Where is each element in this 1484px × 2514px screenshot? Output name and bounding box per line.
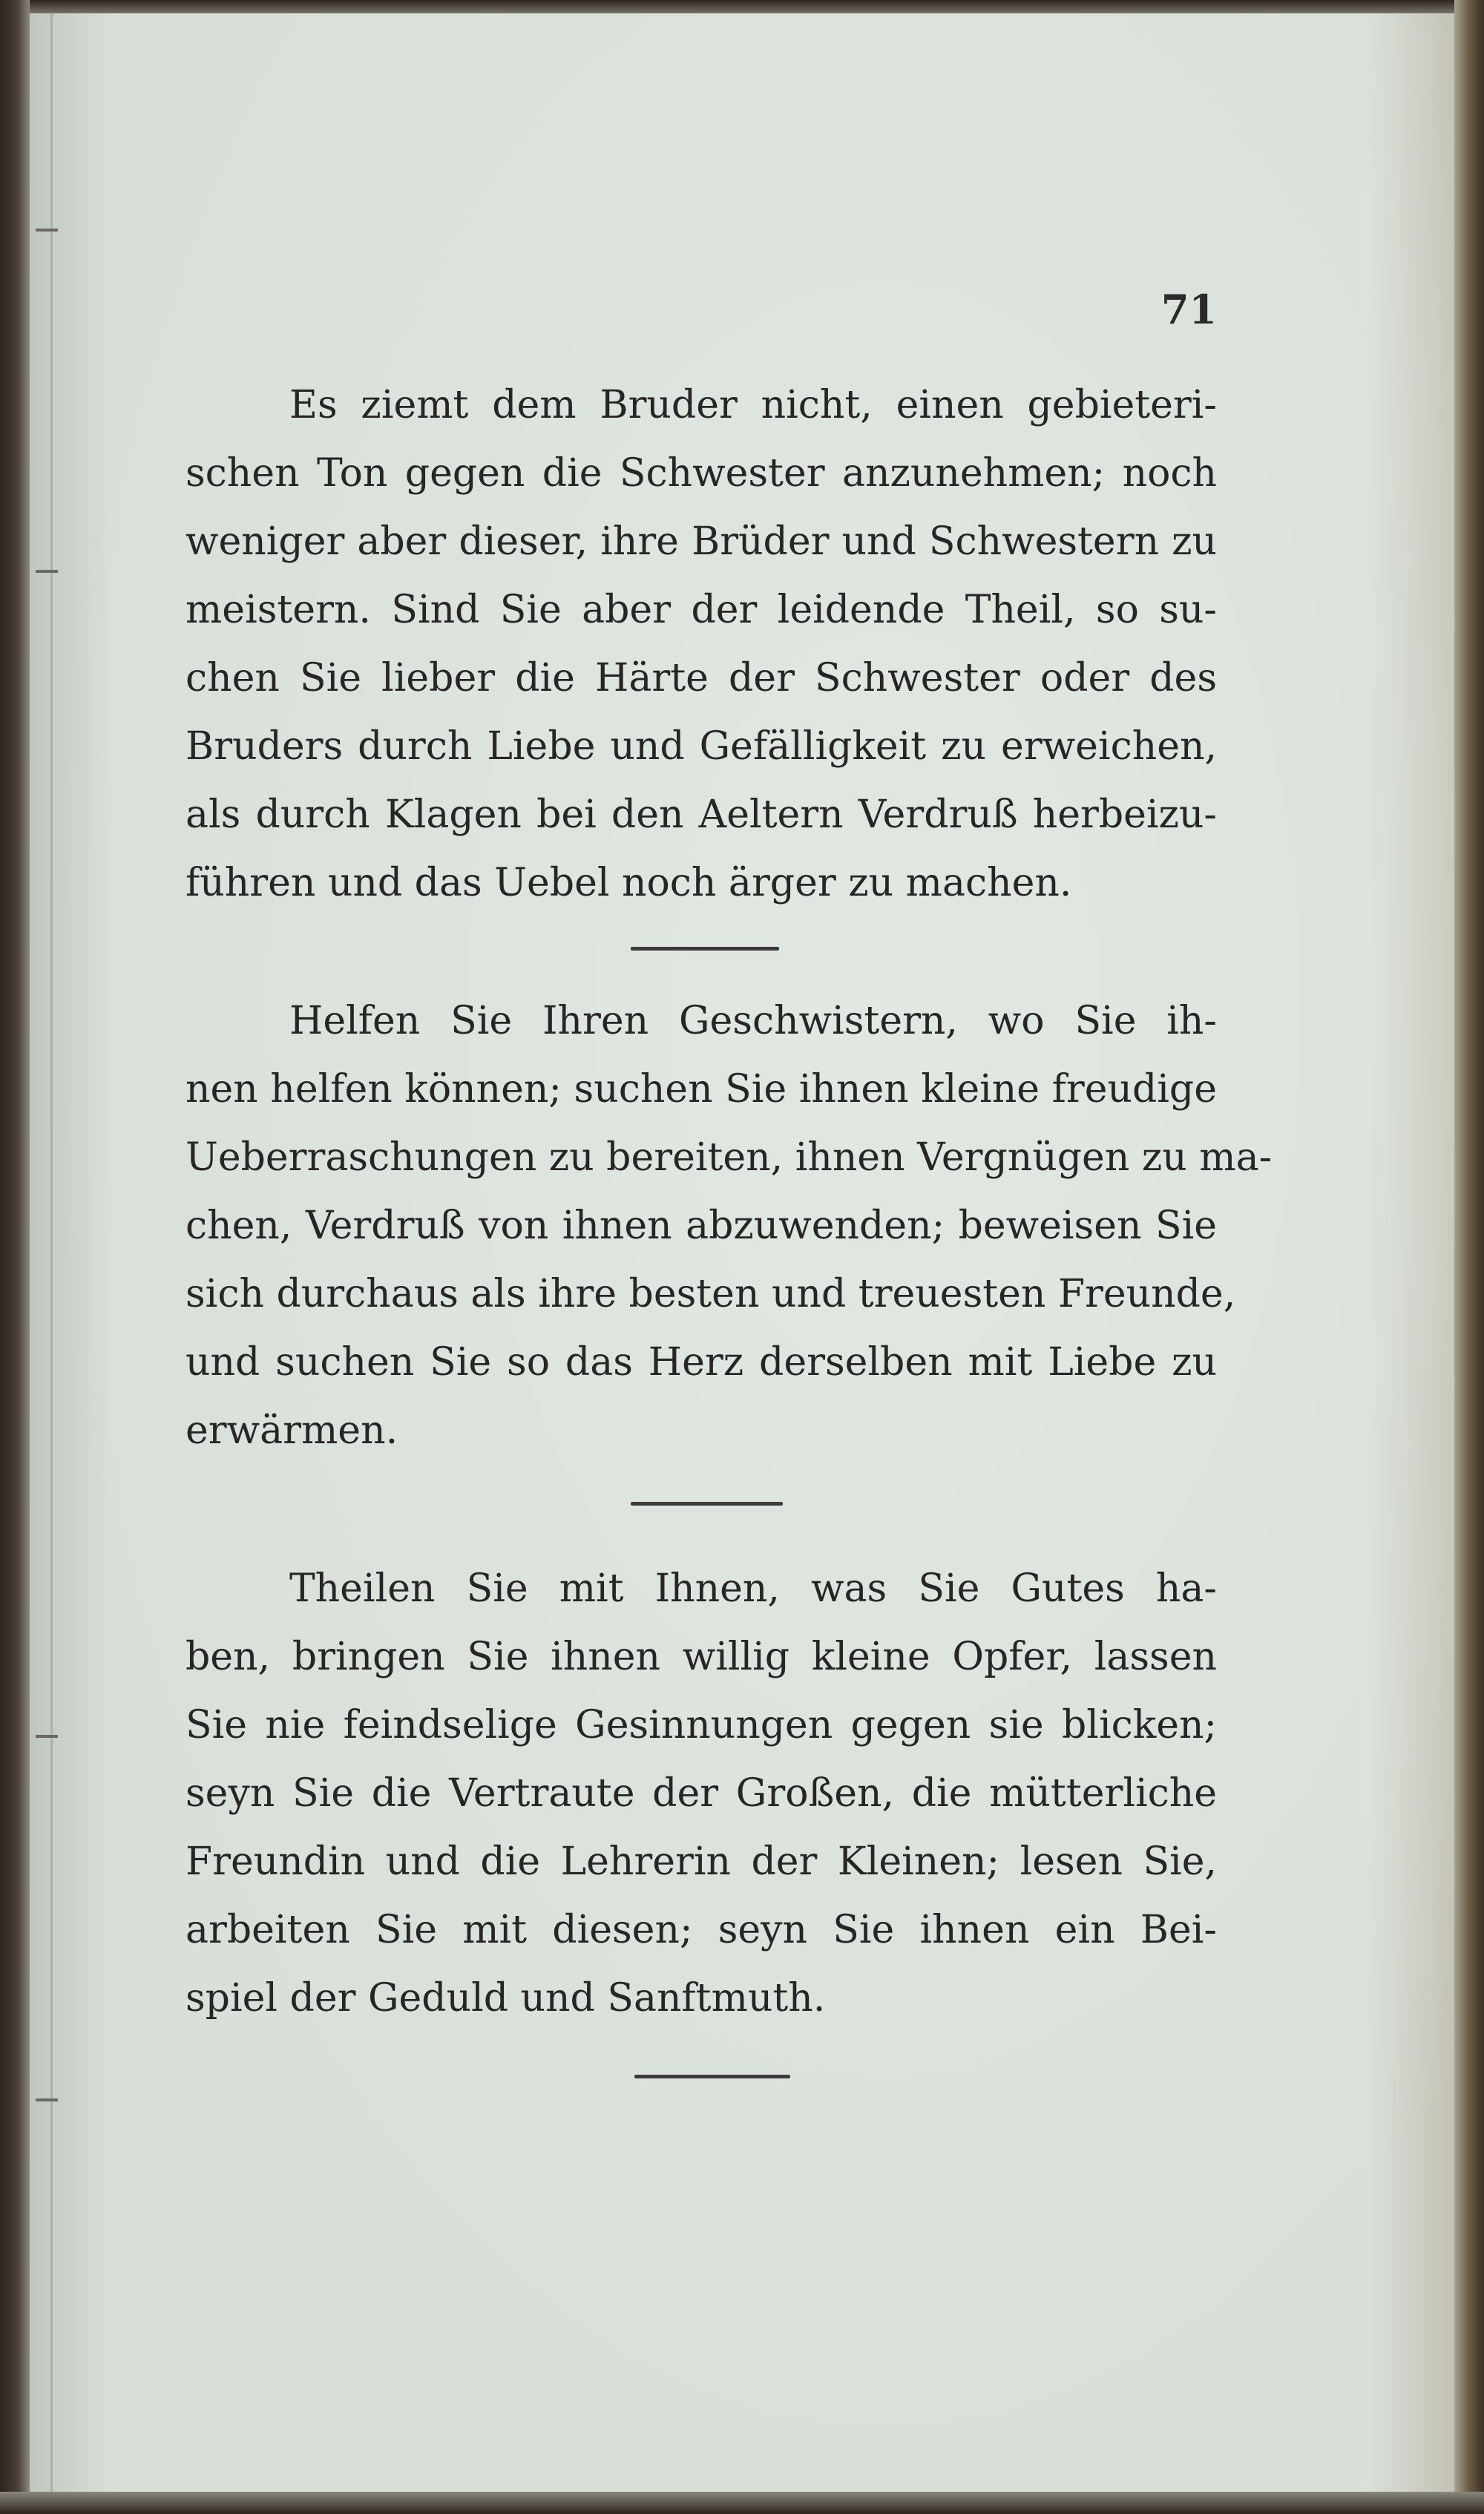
book-binding-right <box>1454 0 1484 2514</box>
text-line: spiel der Geduld und Sanftmuth. <box>186 1976 826 2021</box>
text-line: und suchen Sie so das Herz derselben mit Liebe zu <box>186 1340 1217 1385</box>
text-line: weniger aber dieser, ihre Brüder und Schwestern zu <box>186 519 1217 564</box>
gutter-fold-line <box>50 13 53 2492</box>
text-line: Helfen Sie Ihren Geschwistern, wo Sie ih- <box>289 999 1217 1043</box>
text-line: Theilen Sie mit Ihnen, was Sie Gutes ha- <box>289 1566 1217 1611</box>
section-divider <box>634 2075 790 2078</box>
text-line: ben, bringen Sie ihnen willig kleine Opfer, lassen <box>186 1635 1217 1679</box>
book-binding-bottom <box>0 2492 1484 2514</box>
paragraph-2 <box>186 987 1273 1465</box>
paragraph-1 <box>186 371 1217 917</box>
text-line: arbeiten Sie mit diesen; seyn Sie ihnen ein Bei- <box>186 1908 1217 1952</box>
text-line: Sie nie feindselige Gesinnungen gegen sie blicken; <box>186 1703 1217 1747</box>
text-line: schen Ton gegen die Schwester anzunehmen; noch <box>186 451 1217 496</box>
page-number: 71 <box>1160 286 1217 333</box>
text-line: erwärmen. <box>186 1408 398 1453</box>
text-line: nen helfen können; suchen Sie ihnen kleine freudige <box>186 1067 1217 1112</box>
text-line: Freundin und die Lehrerin der Kleinen; lesen Sie, <box>186 1839 1217 1884</box>
gutter-tick-mark <box>36 229 58 232</box>
paragraph-3 <box>186 1555 1217 2032</box>
section-divider <box>631 1502 783 1506</box>
book-binding-top <box>0 0 1484 15</box>
text-line: meistern. Sind Sie aber der leidende Theil, so su- <box>186 588 1217 632</box>
text-line: seyn Sie die Vertraute der Großen, die mütterliche <box>186 1771 1217 1816</box>
text-line: führen und das Uebel noch ärger zu machen. <box>186 861 1072 905</box>
text-line: Es ziemt dem Bruder nicht, einen gebieteri- <box>289 383 1217 427</box>
text-line: Bruders durch Liebe und Gefälligkeit zu erweichen, <box>186 724 1217 769</box>
text-line: chen Sie lieber die Härte der Schwester oder des <box>186 656 1217 700</box>
text-line: chen, Verdruß von ihnen abzuwenden; beweisen Sie <box>186 1204 1217 1248</box>
text-line: sich durchaus als ihre besten und treuesten Freunde, <box>186 1272 1236 1316</box>
text-line: Ueberraschungen zu bereiten, ihnen Vergnügen zu ma- <box>186 1135 1273 1180</box>
gutter-tick-mark <box>36 2098 58 2101</box>
gutter-tick-mark <box>36 1735 58 1738</box>
text-line: als durch Klagen bei den Aeltern Verdruß herbeizu- <box>186 792 1217 837</box>
section-divider <box>631 947 779 951</box>
gutter-tick-mark <box>36 570 58 573</box>
book-binding-left <box>0 0 30 2514</box>
